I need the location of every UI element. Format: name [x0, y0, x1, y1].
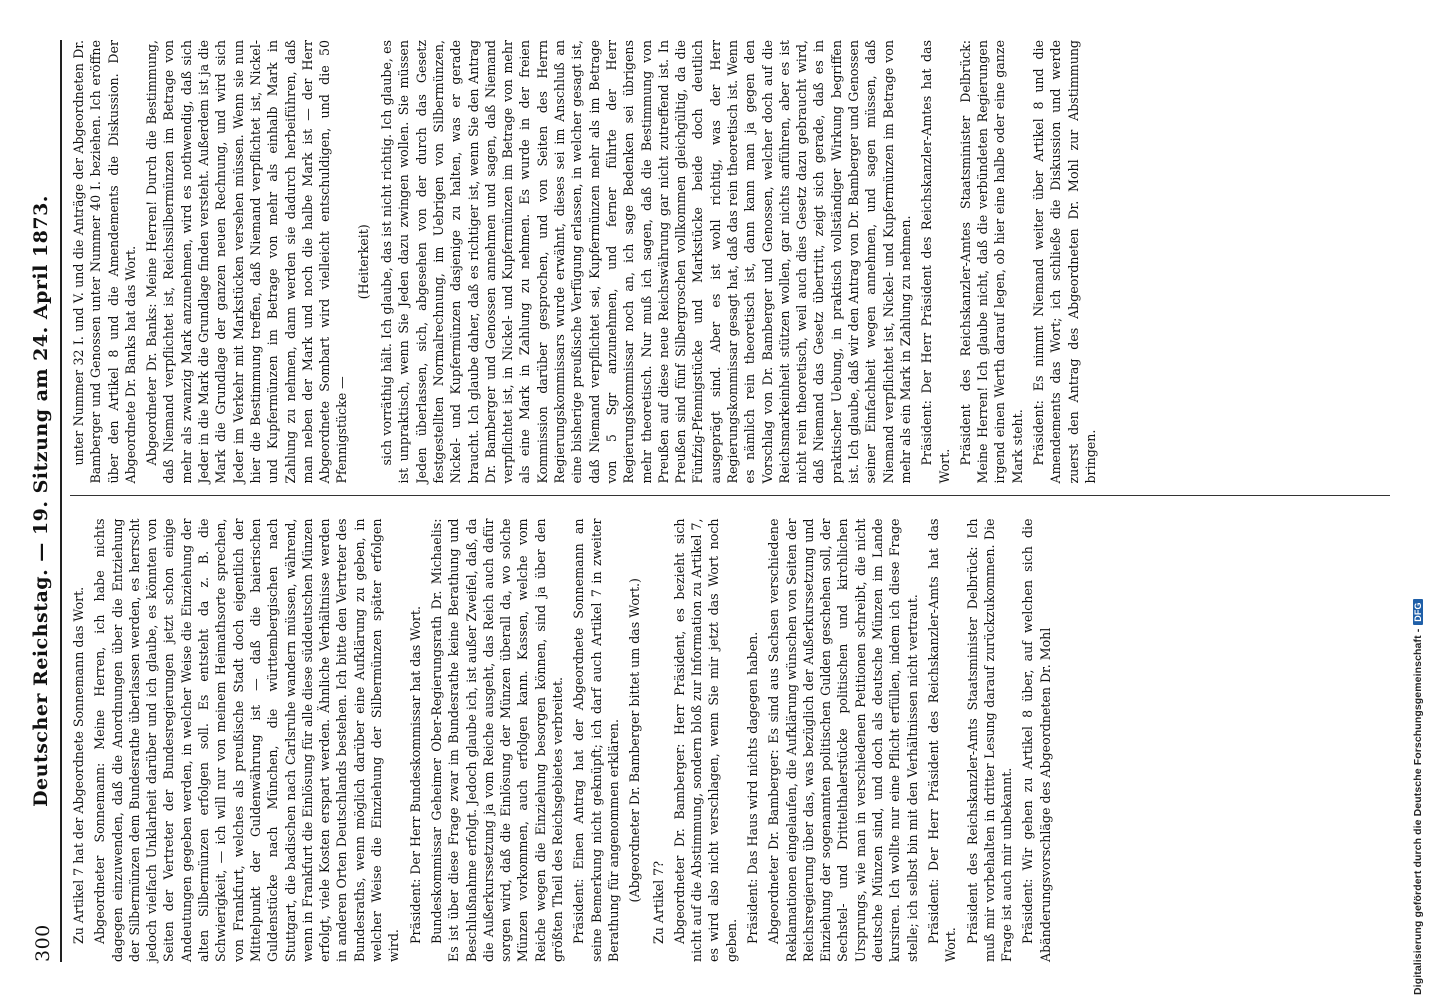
credit-text: Digitalisierung gefördert durch die Deutsche Forschungsgemeinschaft -: [1412, 628, 1424, 995]
left-paragraph: Präsident: Der Herr Präsident des Reichskanzler-Amts hat das Wort.: [925, 518, 959, 962]
left-paragraph: Bundeskommissar Geheimer Ober-Regierungsrath Dr. Michaelis: Es ist über diese Frage zwar im Bundesrathe keine Berathung und Beschlußnahme erfolgt. Jedoch glaube ich, ist außer Zweifel, daß, da die Außerkurssetzung ja vom Reiche ausgeht, das Reich auch dafür sorgen wird, daß die Einlösung der Münzen überall da, wo solche Münzen vorkommen, auch erfolgen kann. Kassen, welche vom Reiche wegen die Einziehung besorgen können, sind ja über den größten Theil des Reichsgebietes verbreitet.: [428, 518, 566, 962]
left-paragraph: Abgeordneter Dr. Bamberger: Herr Präsident, es bezieht sich nicht auf die Abstimmung, sondern bloß zur Information zu Artikel 7, es wird also nicht verschlagen, wenn Sie mir jetzt das Wort noch geben.: [671, 518, 739, 962]
left-paragraph: Abgeordneter Dr. Bamberger: Es sind aus Sachsen verschiedene Reklamationen eingelaufen, die Aufklärung wünschen von Seiten der Reichsregierung über das, was bezüglich der Außerkurssetzung und Einziehung der sogenannten politischen Gulden geschehen soll, der Sechstel- und Drittelthalerstücke politischen und kirchlichen Ursprungs, wie man in verschiedenen Petitionen schreibt, die nicht deutsche Münzen sind, und doch als deutsche Münzen im Lande kursiren. Ich wollte nur eine Pflicht erfüllen, indem ich diese Frage stelle; ich selbst bin mit den Verhältnissen nicht vertraut.: [766, 518, 920, 962]
right-paragraph: (Heiterkeit): [355, 224, 371, 300]
left-paragraph: Präsident: Das Haus wird nichts dagegen haben.: [744, 631, 760, 944]
page-number: 300: [32, 924, 54, 962]
right-column: [70, 40, 1390, 497]
dfg-logo: DFG: [1413, 599, 1423, 624]
right-paragraph: sich vorräthig hält. Ich glaube, das ist nicht richtig. Ich glaube, es ist unpraktisch, wenn Sie Jeden dazu zwingen wollen. Sie müssen Jeden überlassen, sich, abgesehen von der durch das Gesetz festgestellten Normalrechnung, im Uebrigen von Silbermünzen, Nickel- und Kupfermünzen dasjenige zu halten, was er gerade braucht. Ich glaube daher, daß es richtiger ist, wenn Sie den Antrag Dr. Bamberger und Genossen annehmen und sagen, daß Niemand verpflichtet ist, in Nickel- und Kupfermünzen im Betrage von mehr als eine Mark in Zahlung zu nehmen. Es wurde in der freien Kommission darüber gesprochen, und von Seiten des Herrn Regierungskommissars wurde erwähnt, dieses sei im Anschluß an eine bisherige preußische Verfügung erlassen, in welcher gesagt ist, daß Niemand verpflichtet sei, Kupfermünzen mehr als im Betrage von 5 Sgr anzunehmen, und ferner führte der Herr Regierungskommissar noch an, ich sage Bedenken sei übrigens mehr theoretisch. Nur muß ich sagen, daß die Bestimmung von Preußen auf diese neue Reichswährung gar nicht zutreffend ist. In Preußen sind fünf Silbergroschen vollkommen gleichgültig, da die Fünfzig-Pfennigstücke und Markstücke beide doch deutlich ausgeprägt sind. Aber es ist wohl richtig, was der Herr Regierungskommissar gesagt hat, daß das rein theoretisch ist. Wenn es nämlich rein theoretisch ist, dann kann man ja gegen den Vorschlag von Dr. Bamberger und Genossen, welcher doch auf die Reichsmarkeinheit stützen wollen, gar nichts anführen, aber es ist nicht rein theoretisch, weil auch dies Gesetz dazu gebraucht wird, daß Niemand das Gesetz übertritt, zeigt sich gerade, daß es in praktischer Uebung, in praktisch vollständiger Wirkung begriffen ist. Ich glaube, daß wir den Antrag von Dr. Bamberger und Genossen seiner Einfachheit wegen annehmen, und sagen müssen, daß Niemand verpflichtet ist, Nickel- und Kupfermünzen im Betrage von mehr als ein Mark in Zahlung zu nehmen.: [379, 40, 913, 484]
left-paragraph: (Abgeordneter Dr. Bamberger bittet um das Wort.): [627, 578, 643, 903]
left-paragraph: Präsident: Der Herr Bundeskommissar hat das Wort.: [407, 606, 423, 944]
left-paragraph: Abgeordneter Sonnemann: Meine Herren, ich habe nichts dagegen einzuwenden, daß die Anordnungen über die Entziehung der Silbermünzen dem Bundesrathe überlassen werden, es herrscht jedoch vielfach Unklarheit darüber und ich glaube, es könnten von Seiten der Vertreter der Bundesregierungen jetzt schon einige Andeutungen gegeben werden, in welcher Weise die Einziehung der alten Silbermünzen erfolgen soll. Es entsteht da z. B. die Schwierigkeit, — ich will nur von meinem Heimathsorte sprechen, von Frankfurt, welches als preußische Stadt doch eigentlich der Mittelpunkt der Guldenwährung ist — daß die baierischen Guldenstücke nach München, die württembergischen nach Stuttgart, die badischen nach Carlsruhe wandern müssen, während, wenn in Frankfurt die Einlösung für alle diese süddeutschen Münzen erfolgt, viele Kosten erspart werden. Ähnliche Verhältnisse werden in anderen Orten Deutschlands bestehen. Ich bitte den Vertreter des Bundesraths, wenn möglich darüber eine Aufklärung zu geben, in welcher Weise die Einziehung der Silbermünzen später erfolgen wird.: [92, 518, 402, 962]
left-paragraph: Präsident des Reichskanzler-Amts Staatsminister Delbrück: Ich muß mir vorbehalten in dritter Lesung darauf zurückzukommen. Die Frage ist auch mir unbekannt.: [964, 518, 1015, 962]
page-title: Deutscher Reichstag. — 19. Sitzung am 24. April 1873.: [30, 195, 52, 807]
right-paragraph: Präsident: Der Herr Präsident des Reichskanzler-Amtes hat das Wort.: [919, 40, 952, 484]
header-rule: [60, 40, 62, 962]
right-paragraph: unter Nummer 32 I. und V. und die Anträge der Abgeordneten Dr. Bamberger und Genossen unter Nummer 40 I. beziehen. Ich eröffne über den Artikel 8 und die Amendements die Diskussion. Der Abgeordnete Dr. Banks hat das Wort.: [71, 40, 138, 484]
left-paragraph: Präsident: Wir gehen zu Artikel 8 über, auf welchen sich die Abänderungsvorschläge des Abgeordneten Dr. Mohl: [1020, 518, 1053, 962]
text-columns: [70, 40, 1390, 962]
right-paragraph: Abgeordneter Dr. Banks: Meine Herren! Durch die Bestimmung, daß Niemand verpflichtet ist, Reichssilbermünzen im Betrage von mehr als zwanzig Mark anzunehmen, wird es nothwendig, daß sich Jeder in die Mark die Grundlage finden versteht. Außerdem ist ja die Mark die Grundlage der ganzen neuen Rechnung, und wird sich Jeder im Verkehr mit Markstücken versehen müssen. Wenn sie nun hier die Bestimmung treffen, daß Niemand verpflichtet ist, Nickel- und Kupfermünzen im Betrage von mehr als einhalb Mark in Zahlung zu nehmen, dann werden sie dadurch herbeiführen, daß man neben der Mark und noch die halbe Mark ist — der Herr Abgeordnete Sombart wird vielleicht entschuldigen, und die 50 Pfennigstücke —: [144, 40, 350, 484]
left-paragraph: Zu Artikel 7 hat der Abgeordnete Sonnemann das Wort.: [71, 586, 86, 944]
left-paragraph: Präsident: Einen Antrag hat der Abgeordnete Sonnemann an seine Bemerkung nicht geknüpft; ich darf auch Artikel 7 in zweiter Berathung für angenommen erklären.: [571, 518, 621, 962]
page-header: [28, 40, 58, 962]
right-paragraph: Präsident des Reichskanzler-Amtes Staatsminister Delbrück: Meine Herren! Ich glaube nicht, daß die verbündeten Regierungen irgend einen Werth darauf legen, ob hier eine halbe oder eine ganze Mark steht.: [957, 40, 1025, 484]
left-column: [70, 519, 1390, 963]
left-paragraph: Zu Artikel 7?: [650, 861, 666, 944]
dfg-credit: [1412, 5, 1428, 995]
right-paragraph: Präsident: Es nimmt Niemand weiter über Artikel 8 und die Amendements das Wort; ich schließe die Diskussion und werde zuerst den Antrag des Abgeordneten Dr. Mohl zur Abstimmung bringen.: [1031, 40, 1098, 484]
